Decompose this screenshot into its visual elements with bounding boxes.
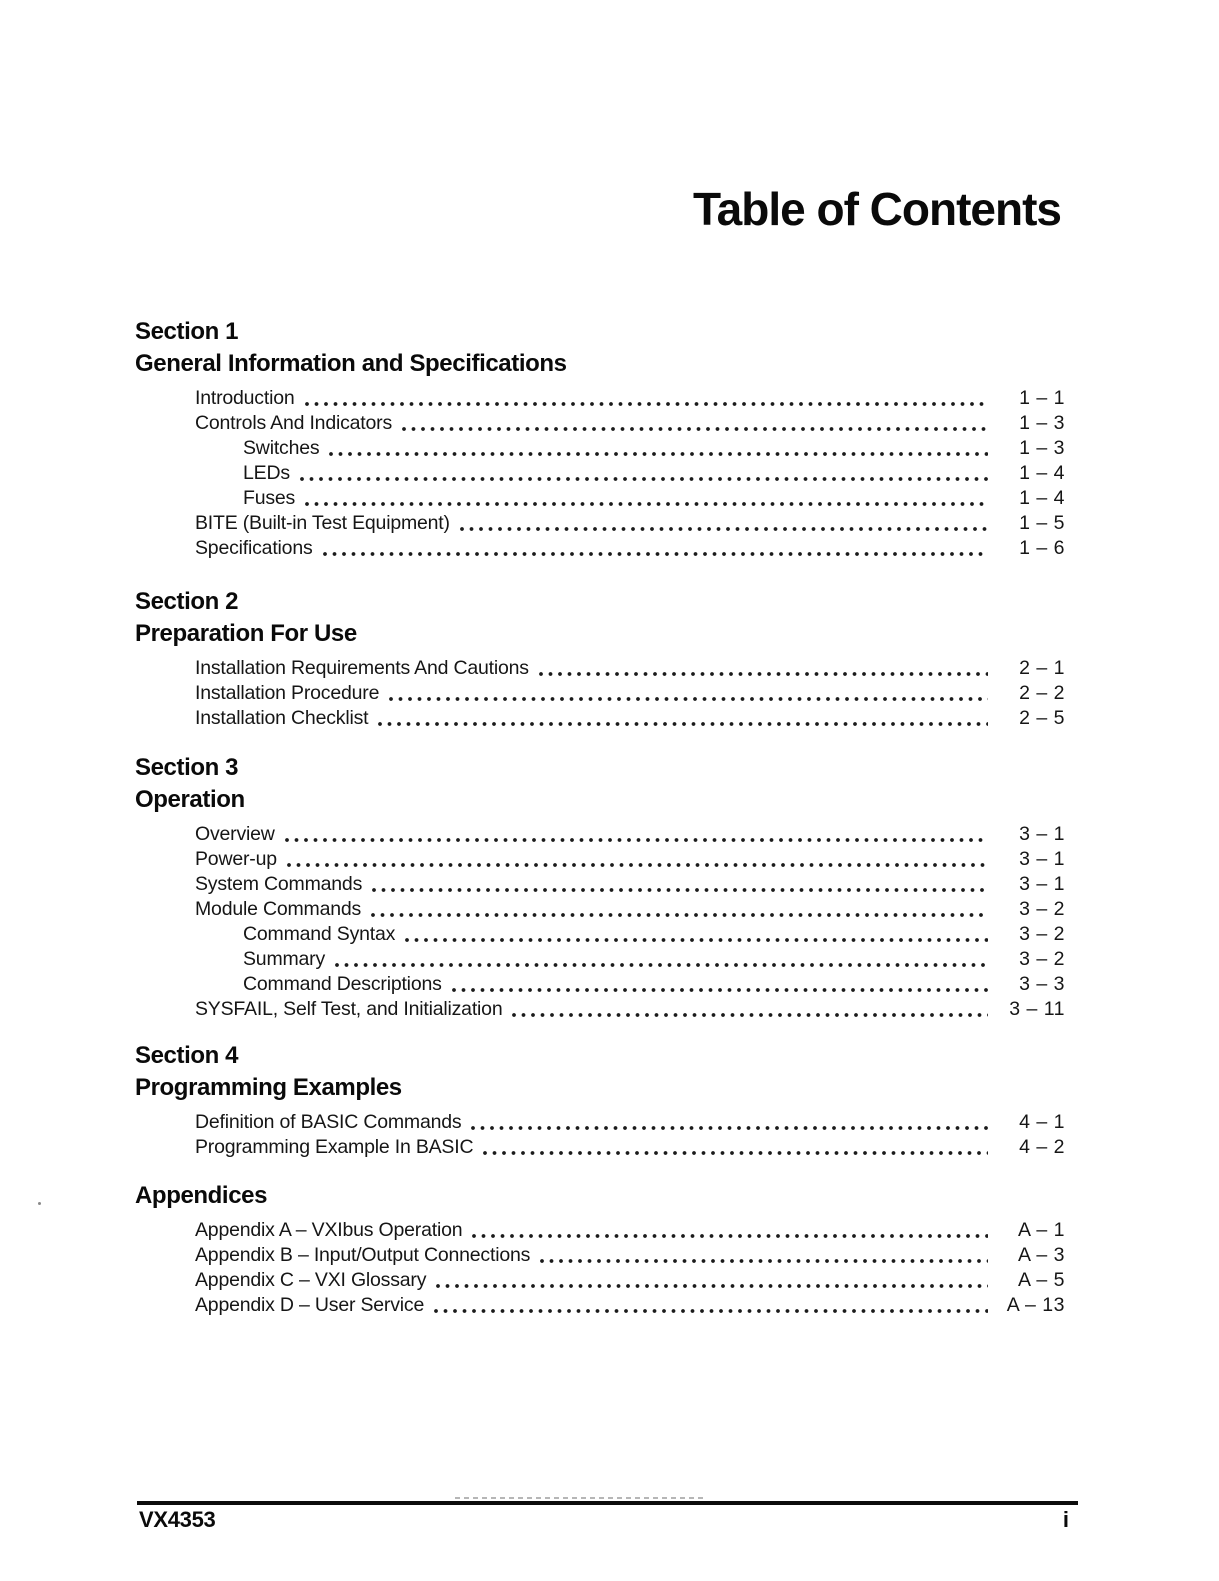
entry-label: Overview <box>195 823 275 845</box>
toc-entry <box>135 1110 1065 1135</box>
dot-leader <box>300 477 988 481</box>
page-number: 1 – 3 <box>1019 412 1065 434</box>
section-3-heading <box>135 752 1065 816</box>
section-heading-line: Section 2 <box>135 588 239 615</box>
page-number: 3 – 2 <box>1019 898 1065 920</box>
entry-label: Introduction <box>195 387 295 409</box>
section-heading-line: Section 4 <box>135 1042 239 1069</box>
section-4-heading <box>135 1040 1065 1104</box>
dot-leader <box>436 1284 988 1288</box>
dot-leader <box>371 913 988 917</box>
dot-leader <box>460 527 988 531</box>
entry-label: Switches <box>243 437 320 459</box>
dot-leader <box>287 863 988 867</box>
page-number: 4 – 2 <box>1019 1136 1065 1158</box>
toc-entry <box>135 486 1065 511</box>
toc-section-appendices <box>135 1180 1065 1318</box>
toc-entry <box>135 922 1065 947</box>
entry-label: Definition of BASIC Commands <box>195 1111 462 1133</box>
page-footer <box>139 1507 1069 1533</box>
toc-entry <box>135 872 1065 897</box>
page-number: 3 – 2 <box>1019 948 1065 970</box>
dot-leader <box>329 452 988 456</box>
dot-leader <box>285 838 988 842</box>
toc-entry <box>135 897 1065 922</box>
toc-entry <box>135 461 1065 486</box>
entry-label: Installation Checklist <box>195 707 369 729</box>
dot-leader <box>434 1309 988 1313</box>
toc-entry <box>135 511 1065 536</box>
dot-leader <box>305 402 989 406</box>
page-number: 2 – 1 <box>1019 657 1065 679</box>
entry-label: Power-up <box>195 848 277 870</box>
page-number: A – 3 <box>1018 1244 1065 1266</box>
dot-leader <box>483 1151 988 1155</box>
dot-leader <box>323 552 988 556</box>
dot-leader <box>512 1013 988 1017</box>
page-number: 2 – 5 <box>1019 707 1065 729</box>
dot-leader <box>389 697 988 701</box>
entry-label: Programming Example In BASIC <box>195 1136 474 1158</box>
toc-entry <box>135 947 1065 972</box>
dot-leader <box>472 1234 988 1238</box>
section-heading-line: Operation <box>135 786 245 813</box>
toc-entry <box>135 822 1065 847</box>
toc-section-4 <box>135 1040 1065 1160</box>
dot-leader <box>335 963 988 967</box>
scan-artifact-line <box>455 1497 705 1499</box>
toc-entry <box>135 1218 1065 1243</box>
page-number: 2 – 2 <box>1019 682 1065 704</box>
section-heading-line: Preparation For Use <box>135 620 357 647</box>
entry-label: Installation Requirements And Cautions <box>195 657 529 679</box>
entry-label: Appendix B – Input/Output Connections <box>195 1244 531 1266</box>
entry-label: Module Commands <box>195 898 362 920</box>
dot-leader <box>305 502 988 506</box>
entry-label: Specifications <box>195 537 313 559</box>
dot-leader <box>372 888 988 892</box>
toc-entry <box>135 386 1065 411</box>
entry-label: Controls And Indicators <box>195 412 393 434</box>
page-number: 3 – 3 <box>1019 973 1065 995</box>
page-number: 3 – 11 <box>1009 998 1065 1020</box>
page-number: A – 5 <box>1018 1269 1065 1291</box>
dot-leader <box>471 1126 988 1130</box>
toc-entry <box>135 536 1065 561</box>
page-title: Table of Contents <box>692 183 1061 235</box>
toc-entry <box>135 847 1065 872</box>
dot-leader <box>539 672 988 676</box>
section-2-heading <box>135 586 1065 650</box>
toc-section-3 <box>135 752 1065 1022</box>
page-number: 1 – 4 <box>1019 462 1065 484</box>
toc-entry <box>135 436 1065 461</box>
entry-label: Installation Procedure <box>195 682 380 704</box>
page-number: A – 1 <box>1018 1219 1065 1241</box>
entry-label: LEDs <box>243 462 290 484</box>
entry-label: Command Syntax <box>243 923 396 945</box>
entry-label: Appendix A – VXIbus Operation <box>195 1219 463 1241</box>
page-number: 3 – 1 <box>1019 848 1065 870</box>
entry-label: Appendix C – VXI Glossary <box>195 1269 427 1291</box>
section-heading-line: Programming Examples <box>135 1074 402 1101</box>
section-1-heading <box>135 316 1065 380</box>
page-number: 1 – 4 <box>1019 487 1065 509</box>
appendices-heading <box>135 1180 1065 1212</box>
entry-label: Summary <box>243 948 326 970</box>
section-heading-line: Section 1 <box>135 318 239 345</box>
page-number: 1 – 3 <box>1019 437 1065 459</box>
page-number: 3 – 1 <box>1019 873 1065 895</box>
dot-leader <box>540 1259 988 1263</box>
section-heading-line: General Information and Specifications <box>135 350 567 377</box>
entry-label: Command Descriptions <box>243 973 442 995</box>
toc-section-1 <box>135 316 1065 561</box>
scan-artifact-dot <box>38 1202 41 1205</box>
page-number: 1 – 5 <box>1019 512 1065 534</box>
toc-entry <box>135 1243 1065 1268</box>
dot-leader <box>378 722 988 726</box>
entry-label: Fuses <box>243 487 296 509</box>
toc-entry <box>135 972 1065 997</box>
page-number: 1 – 1 <box>1019 387 1065 409</box>
page-number: 1 – 6 <box>1019 537 1065 559</box>
toc-section-2 <box>135 586 1065 731</box>
footer-rule <box>137 1501 1078 1505</box>
page-number: A – 13 <box>1006 1294 1065 1316</box>
page-number: 3 – 1 <box>1019 823 1065 845</box>
entry-label: SYSFAIL, Self Test, and Initialization <box>195 998 503 1020</box>
toc-content <box>135 316 1065 1318</box>
dot-leader <box>452 988 988 992</box>
toc-entry <box>135 706 1065 731</box>
entry-label: Appendix D – User Service <box>195 1294 425 1316</box>
section-heading-line: Appendices <box>135 1182 268 1209</box>
footer-page-number: i <box>1062 1507 1069 1532</box>
footer-model-number: VX4353 <box>139 1507 216 1532</box>
entry-label: BITE (Built-in Test Equipment) <box>195 512 450 534</box>
page-number: 4 – 1 <box>1019 1111 1065 1133</box>
toc-entry <box>135 411 1065 436</box>
toc-entry <box>135 681 1065 706</box>
entry-label: System Commands <box>195 873 363 895</box>
toc-entry <box>135 1135 1065 1160</box>
toc-entry <box>135 656 1065 681</box>
toc-entry <box>135 1293 1065 1318</box>
toc-entry <box>135 997 1065 1022</box>
page-number: 3 – 2 <box>1019 923 1065 945</box>
toc-entry <box>135 1268 1065 1293</box>
dot-leader <box>405 938 988 942</box>
section-heading-line: Section 3 <box>135 754 239 781</box>
dot-leader <box>402 427 988 431</box>
